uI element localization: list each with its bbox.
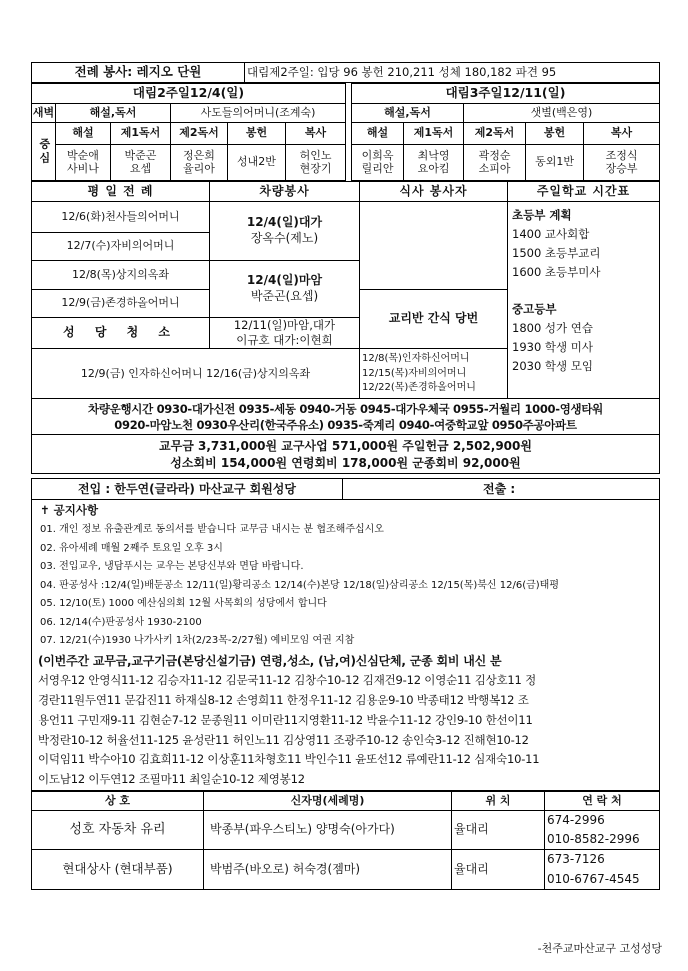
table-row [32,850,660,889]
elementary-item: 1600 초등부미사 [512,264,601,279]
car-service-date: 12/4(일)대가 [246,215,323,230]
role-header: 제2독서 [171,123,228,145]
car-service-date: 12/4(일)마암 [246,273,323,288]
weekday-mass-item: 12/6(화)천사들의어머니 [32,202,210,233]
sunday-school-schedule [508,202,660,399]
sunday-school-header: 주일학교 시간표 [508,182,660,202]
cleaning-list [360,349,508,399]
finance-line-2: 성소회비 154,000원 연령회비 178,000원 군종회비 92,000원 [170,456,521,471]
week2-vigil-role: 해설,독서 [352,104,464,123]
week2-name: 조정식 장승부 [584,145,660,181]
business-phone [545,850,660,889]
business-directory [31,791,660,890]
finance-summary [31,435,660,474]
meal-blank [360,202,508,290]
week1-vigil-name: 사도들의어머니(조계숙) [171,104,346,123]
week2-name: 최낙영 요아킴 [404,145,464,181]
bus-schedule [31,399,660,435]
notice-item: 02. 유아세례 매월 2째주 토요일 오후 3시 [40,542,223,554]
donor-line: 이도남12 이두연12 조필마11 최일순10-12 제영봉12 [38,772,305,787]
week2-name: 동외1반 [526,145,584,181]
notice-item: 01. 개인 정보 유출관계로 동의서를 받습니다 교무금 내시는 분 협조해주십시오 [40,524,384,536]
week1-title: 대림2주일12/4(일) [32,84,346,104]
notice-item: 03. 전입교우, 냉담푸시는 교우는 본당신부와 면담 바랍니다. [40,561,304,573]
church-cleaning-title: 성 당 청 소 [32,318,210,349]
mass-roles-table [31,83,660,181]
elementary-title: 초등부 계획 [512,208,572,222]
notice-item: 04. 판공성사 :12/4(일)배둔공소 12/11(일)황리공소 12/14(수)본당 12/18(일)삼리공소 12/15(목)북신 12/6(금)태평 [40,579,560,591]
middle-high-item: 1930 학생 미사 [512,339,594,354]
donors-title: (이번주간 교무금,교구기금(본당신설기금) 연령,성소, (남,여)신심단체, 군종 회비 내신 분 [38,653,502,668]
parish-footer: -천주교마산교구 고성성당 [537,942,662,955]
meal-duty: 교리반 간식 당번 [360,290,508,349]
donor-line: 경란11원두연11 문갑진11 하재실8-12 손영희11 한정우11-12 김용운9-10 박종태12 박행복12 조 [38,693,529,708]
week1-name: 정은희 율리아 [171,145,228,181]
business-location: 율대리 [452,850,545,889]
liturgy-header [31,62,660,83]
business-phone [545,811,660,850]
transfer-in: 전입 : 한두연(글라라) 마산교구 회원성당 [32,479,343,500]
elementary-item: 1400 교사회합 [512,226,590,241]
table-row [32,811,660,850]
car-service-1 [210,202,360,261]
transfer-out: 전출 : [343,479,660,500]
role-header: 해설 [352,123,404,145]
phone-number: 010-8582-2996 [547,832,640,847]
business-header: 연 락 처 [545,792,660,811]
bulletin-sheet [31,62,660,890]
notices-title: ✝ 공지사항 [40,503,99,518]
week1-name: 허인노 현장기 [286,145,346,181]
car-service-person: 박준곤(요셉) [250,289,319,303]
business-header: 신자명(세례명) [204,792,452,811]
role-header: 복사 [286,123,346,145]
business-owner: 박종부(파우스티노) 양명숙(아가다) [204,811,452,850]
middle-high-item: 2030 학생 모임 [512,358,594,373]
church-cleaning-text: 12/9(금) 인자하신어머니 12/16(금)상지의옥좌 [32,349,360,399]
cleaning-item: 12/22(목)존경하올어머니 [362,382,476,394]
car-service-2 [210,261,360,318]
business-owner: 박범주(바오로) 허숙경(젬마) [204,850,452,889]
week1-vigil-role: 해설,독서 [56,104,171,123]
donor-line: 이덕임11 박수아10 김효희11-12 이상훈11차형호11 박인수11 윤또선12 류예란11-12 심재숙10-11 [38,752,540,767]
phone-number: 674-2996 [547,813,605,828]
cleaning-item: 12/8(목)인자하신어머니 [362,353,470,365]
weekday-mass-header: 평 일 전 례 [32,182,210,202]
weekday-table [31,181,660,399]
vigil-label: 새벽 [32,104,56,123]
role-header: 복사 [584,123,660,145]
role-header: 봉헌 [526,123,584,145]
business-header: 상 호 [32,792,204,811]
transfer-table [31,478,660,500]
cleaning-item: 12/15(목)자비의어머니 [362,367,467,379]
business-name: 현대상사 (현대부품) [32,850,204,889]
finance-line-1: 교무금 3,731,000원 교구사업 571,000원 주일헌금 2,502,900원 [159,439,532,454]
car-service-person: 이규호 대가:이현희 [236,333,333,348]
main-mass-label: 중심 [32,123,56,181]
week1-name: 성내2반 [228,145,286,181]
role-header: 제2독서 [464,123,526,145]
week2-name: 이희옥 릴리안 [352,145,404,181]
donor-line: 박정란10-12 허율선11-125 윤성란11 허인노11 김상영11 조광주10-12 송인숙3-12 진해현10-12 [38,732,529,747]
role-header: 봉헌 [228,123,286,145]
role-header: 제1독서 [111,123,171,145]
business-name: 성호 자동차 유리 [32,811,204,850]
role-header: 제1독서 [404,123,464,145]
bus-line-2: 0920-마암노천 0930우산리(한국주유소) 0935-죽계리 0940-여중학교앞 0950주공아파트 [114,418,577,433]
week1-name: 박순애 사비나 [56,145,111,181]
car-service-3 [210,318,360,349]
phone-number: 010-6767-4545 [547,871,640,886]
notice-item: 07. 12/21(수)1930 나가사키 1차(2/23목-2/27월) 예비모임 여권 지참 [40,635,355,647]
notice-item: 06. 12/14(수)판공성사 1930-2100 [40,616,202,628]
week2-vigil-name: 샛별(백은영) [464,104,660,123]
donor-line: 서영우12 안영식11-12 김승자11-12 김문국11-12 김창수10-12 김재건9-12 이영순11 김상호11 정 [38,673,537,688]
middle-high-title: 중고등부 [512,301,557,316]
liturgy-title: 전례 봉사: 레지오 단원 [32,63,245,83]
notice-item: 05. 12/10(토) 1000 예산심의회 12월 사목회의 성당에서 합니다 [40,598,327,610]
notices-box [31,500,660,791]
hymn-summary: 대림제2주일: 입당 96 봉헌 210,211 성체 180,182 파견 95 [245,63,660,83]
weekday-mass-item: 12/7(수)자비의어머니 [32,233,210,261]
weekday-mass-item: 12/8(목)상지의옥좌 [32,261,210,290]
bus-line-1: 차량운행시간 0930-대가신전 0935-세동 0940-거동 0945-대가우체국 0955-거월리 1000-영생타워 [88,402,603,417]
phone-number: 673-7126 [547,852,605,867]
car-service-person: 장옥수(제노) [250,231,319,245]
week2-name: 곽정순 소피아 [464,145,526,181]
car-service-date: 12/11(일)마암,대가 [233,318,336,332]
business-location: 율대리 [452,811,545,850]
week1-name: 박준곤 요셉 [111,145,171,181]
weekday-mass-item: 12/9(금)존경하올어머니 [32,290,210,318]
business-header: 위 치 [452,792,545,811]
car-service-header: 차량봉사 [210,182,360,202]
middle-high-item: 1800 성가 연습 [512,320,594,335]
elementary-item: 1500 초등부교리 [512,245,601,260]
week2-title: 대림3주일12/11(일) [352,84,660,104]
role-header: 해설 [56,123,111,145]
meal-service-header: 식사 봉사자 [360,182,508,202]
donor-line: 용언11 구민재9-11 김현순7-12 문종원11 이미란11지영환11-12 박윤수11-12 강인9-10 한선이11 [38,712,533,727]
